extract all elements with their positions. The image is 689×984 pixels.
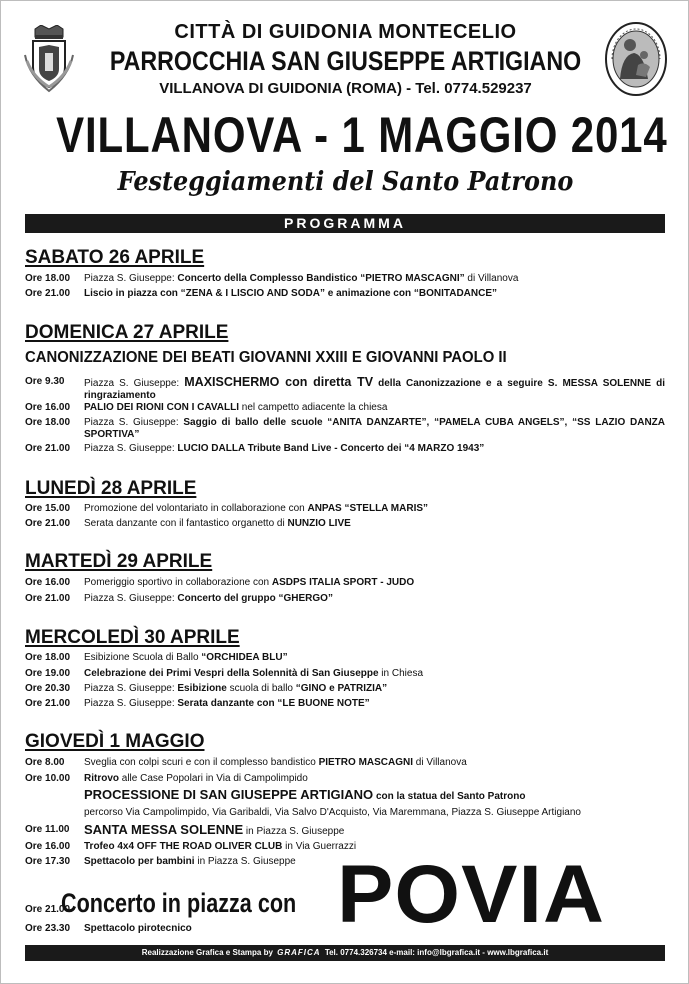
parish-address: VILLANOVA DI GUIDONIA (ROMA) - Tel. 0774.529237 bbox=[159, 80, 532, 97]
event-time: Ore 21.00 bbox=[25, 288, 71, 299]
list-item bbox=[25, 923, 665, 935]
event-time: Ore 20.30 bbox=[25, 683, 71, 694]
list-item bbox=[25, 288, 665, 300]
event-detail: con la statua del Santo Patrono bbox=[373, 791, 526, 802]
event-title: PALIO DEI RIONI CON I CAVALLI bbox=[84, 402, 239, 413]
event-route: percorso Via Campolimpido, Via Garibaldi, Via Salvo D'Acquisto, Via Maremmana, Piazza S. Giuseppe Artigiano bbox=[84, 807, 581, 818]
event-title: Liscio in piazza con “ZENA & I LISCIO AND SODA” e animazione con “BONITADANCE” bbox=[84, 288, 498, 299]
day-title-sunday: DOMENICA 27 APRILE bbox=[25, 322, 229, 343]
canonization-banner: CANONIZZAZIONE DEI BEATI GIOVANNI XXIII E GIOVANNI PAOLO II bbox=[25, 349, 507, 366]
event-detail: della Canonizzazione bbox=[373, 378, 481, 389]
list-item bbox=[25, 402, 665, 414]
event-time: Ore 8.00 bbox=[25, 757, 65, 768]
headliner-name: POVIA bbox=[337, 849, 605, 940]
event-detail: alle Case Popolari in Via di Campolimpido bbox=[119, 773, 308, 784]
event-title: Celebrazione dei Primi Vespri della Solennità di San Giuseppe bbox=[84, 668, 379, 679]
parish-name: PARROCCHIA SAN GIUSEPPE ARTIGIANO bbox=[109, 46, 582, 76]
list-item bbox=[25, 577, 665, 589]
event-title: PIETRO MASCAGNI bbox=[318, 757, 414, 768]
event-title: SANTA MESSA SOLENNE bbox=[84, 822, 244, 837]
event-time: Ore 15.00 bbox=[25, 503, 71, 514]
list-item bbox=[25, 652, 665, 664]
event-time: Ore 16.00 bbox=[25, 841, 71, 852]
list-item bbox=[25, 273, 665, 285]
event-time: Ore 16.00 bbox=[25, 402, 71, 413]
list-item bbox=[25, 503, 665, 515]
event-title: NUNZIO LIVE bbox=[287, 518, 351, 529]
list-item bbox=[25, 789, 665, 803]
event-place: Piazza S. Giuseppe: bbox=[84, 683, 178, 694]
event-time: Ore 21.00 bbox=[25, 518, 71, 529]
event-detail-2: e a seguire S. MESSA SOLENNE di ringraziamento bbox=[84, 378, 665, 401]
footer-bar bbox=[25, 945, 665, 961]
event-time: Ore 19.00 bbox=[25, 668, 71, 679]
event-title: PROCESSIONE DI SAN GIUSEPPE ARTIGIANO bbox=[84, 787, 374, 802]
event-title: VILLANOVA - 1 MAGGIO 2014 bbox=[56, 107, 668, 163]
event-time: Ore 18.00 bbox=[25, 652, 71, 663]
event-time: Ore 21.00 bbox=[25, 698, 71, 709]
event-title: Serata danzante con “LE BUONE NOTE” bbox=[177, 698, 370, 709]
event-title: LUCIO DALLA Tribute Band Live - Concerto dei “4 MARZO 1943” bbox=[177, 443, 485, 454]
event-detail: in Piazza S. Giuseppe bbox=[194, 856, 296, 867]
event-title: Concerto del gruppo “GHERGO” bbox=[177, 593, 333, 604]
event-title: MAXISCHERMO con diretta TV bbox=[184, 375, 374, 389]
event-time: Ore 21.00 bbox=[25, 443, 71, 454]
event-place: Piazza S. Giuseppe: bbox=[84, 698, 178, 709]
list-item bbox=[25, 443, 665, 455]
event-detail: Promozione del volontariato in collaborazione con bbox=[84, 503, 308, 514]
event-time: Ore 16.00 bbox=[25, 577, 71, 588]
list-item bbox=[25, 376, 665, 402]
event-detail-2: di Villanova bbox=[413, 757, 467, 768]
event-time: Ore 21.00 bbox=[25, 904, 71, 915]
event-detail: in Via Guerrazzi bbox=[282, 841, 357, 852]
event-detail: in Piazza S. Giuseppe bbox=[243, 826, 345, 837]
event-title: ANPAS “STELLA MARIS” bbox=[307, 503, 429, 514]
program-bar: PROGRAMMA bbox=[25, 214, 665, 233]
day-title-saturday: SABATO 26 APRILE bbox=[25, 247, 205, 268]
event-title: Spettacolo pirotecnico bbox=[84, 923, 192, 934]
list-item bbox=[25, 773, 665, 785]
event-title: Esibizione bbox=[177, 683, 227, 694]
event-time: Ore 9.30 bbox=[25, 376, 65, 387]
list-item bbox=[25, 757, 665, 769]
event-time: Ore 18.00 bbox=[25, 273, 71, 284]
list-item bbox=[25, 593, 665, 605]
printer-logo: GRAFICA bbox=[277, 948, 321, 957]
event-time: Ore 21.00 bbox=[25, 593, 71, 604]
event-detail: Sveglia con colpi scuri e con il complesso bandistico bbox=[84, 757, 319, 768]
event-place: Piazza S. Giuseppe: bbox=[84, 593, 178, 604]
event-place: Piazza S. Giuseppe: bbox=[84, 378, 185, 389]
event-detail: Pomeriggio sportivo in collaborazione con bbox=[84, 577, 272, 588]
list-item bbox=[25, 518, 665, 530]
list-item bbox=[25, 417, 665, 441]
event-title: Saggio di ballo delle scuole “ANITA DANZARTE”, “PAMELA CUBA ANGELS”, “SS LAZIO DANZA SPORTIVA” bbox=[84, 417, 665, 440]
list-item bbox=[25, 683, 665, 695]
event-title: Trofeo 4x4 OFF THE ROAD OLIVER CLUB bbox=[84, 841, 283, 852]
event-title: “ORCHIDEA BLU” bbox=[201, 652, 288, 663]
event-place: Piazza S. Giuseppe: bbox=[84, 417, 184, 428]
event-place: Piazza S. Giuseppe: bbox=[84, 273, 178, 284]
event-detail: in Chiesa bbox=[378, 668, 423, 679]
event-detail: Esibizione Scuola di Ballo bbox=[84, 652, 202, 663]
event-time: Ore 23.30 bbox=[25, 923, 71, 934]
city-name: CITTÀ DI GUIDONIA MONTECELIO bbox=[174, 21, 517, 43]
day-title-monday: LUNEDÌ 28 APRILE bbox=[25, 478, 197, 499]
day-title-tuesday: MARTEDÌ 29 APRILE bbox=[25, 551, 213, 572]
event-time: Ore 17.30 bbox=[25, 856, 71, 867]
day-title-thursday: GIOVEDÌ 1 MAGGIO bbox=[25, 731, 205, 752]
footer-credit: Realizzazione Grafica e Stampa by bbox=[141, 948, 276, 957]
footer-contacts: Tel. 0774.326734 e-mail: info@lbgrafica.it - www.lbgrafica.it bbox=[322, 948, 549, 957]
event-time: Ore 10.00 bbox=[25, 773, 71, 784]
event-detail: di Villanova bbox=[464, 273, 519, 284]
list-item bbox=[25, 668, 665, 680]
event-detail: Serata danzante con il fantastico organetto di bbox=[84, 518, 288, 529]
list-item bbox=[25, 824, 665, 838]
list-item bbox=[25, 698, 665, 710]
event-title: Concerto della Complesso Bandistico “PIETRO MASCAGNI” bbox=[177, 273, 465, 284]
day-title-wednesday: MERCOLEDÌ 30 APRILE bbox=[25, 627, 240, 648]
event-subtitle: Festeggiamenti del Santo Patrono bbox=[117, 167, 574, 197]
event-title: Ritrovo bbox=[84, 773, 119, 784]
event-detail: nel campetto adiacente la chiesa bbox=[239, 402, 388, 413]
event-time: Ore 11.00 bbox=[25, 824, 70, 835]
event-performer: “GINO e PATRIZIA” bbox=[295, 683, 388, 694]
list-item bbox=[25, 807, 665, 819]
event-place: Piazza S. Giuseppe: bbox=[84, 443, 178, 454]
event-title: Spettacolo per bambini bbox=[84, 856, 195, 867]
concert-headline: Concerto in piazza con bbox=[61, 888, 297, 918]
event-time: Ore 18.00 bbox=[25, 417, 71, 428]
event-title: ASDPS ITALIA SPORT - JUDO bbox=[271, 577, 415, 588]
event-detail: scuola di ballo bbox=[226, 683, 296, 694]
